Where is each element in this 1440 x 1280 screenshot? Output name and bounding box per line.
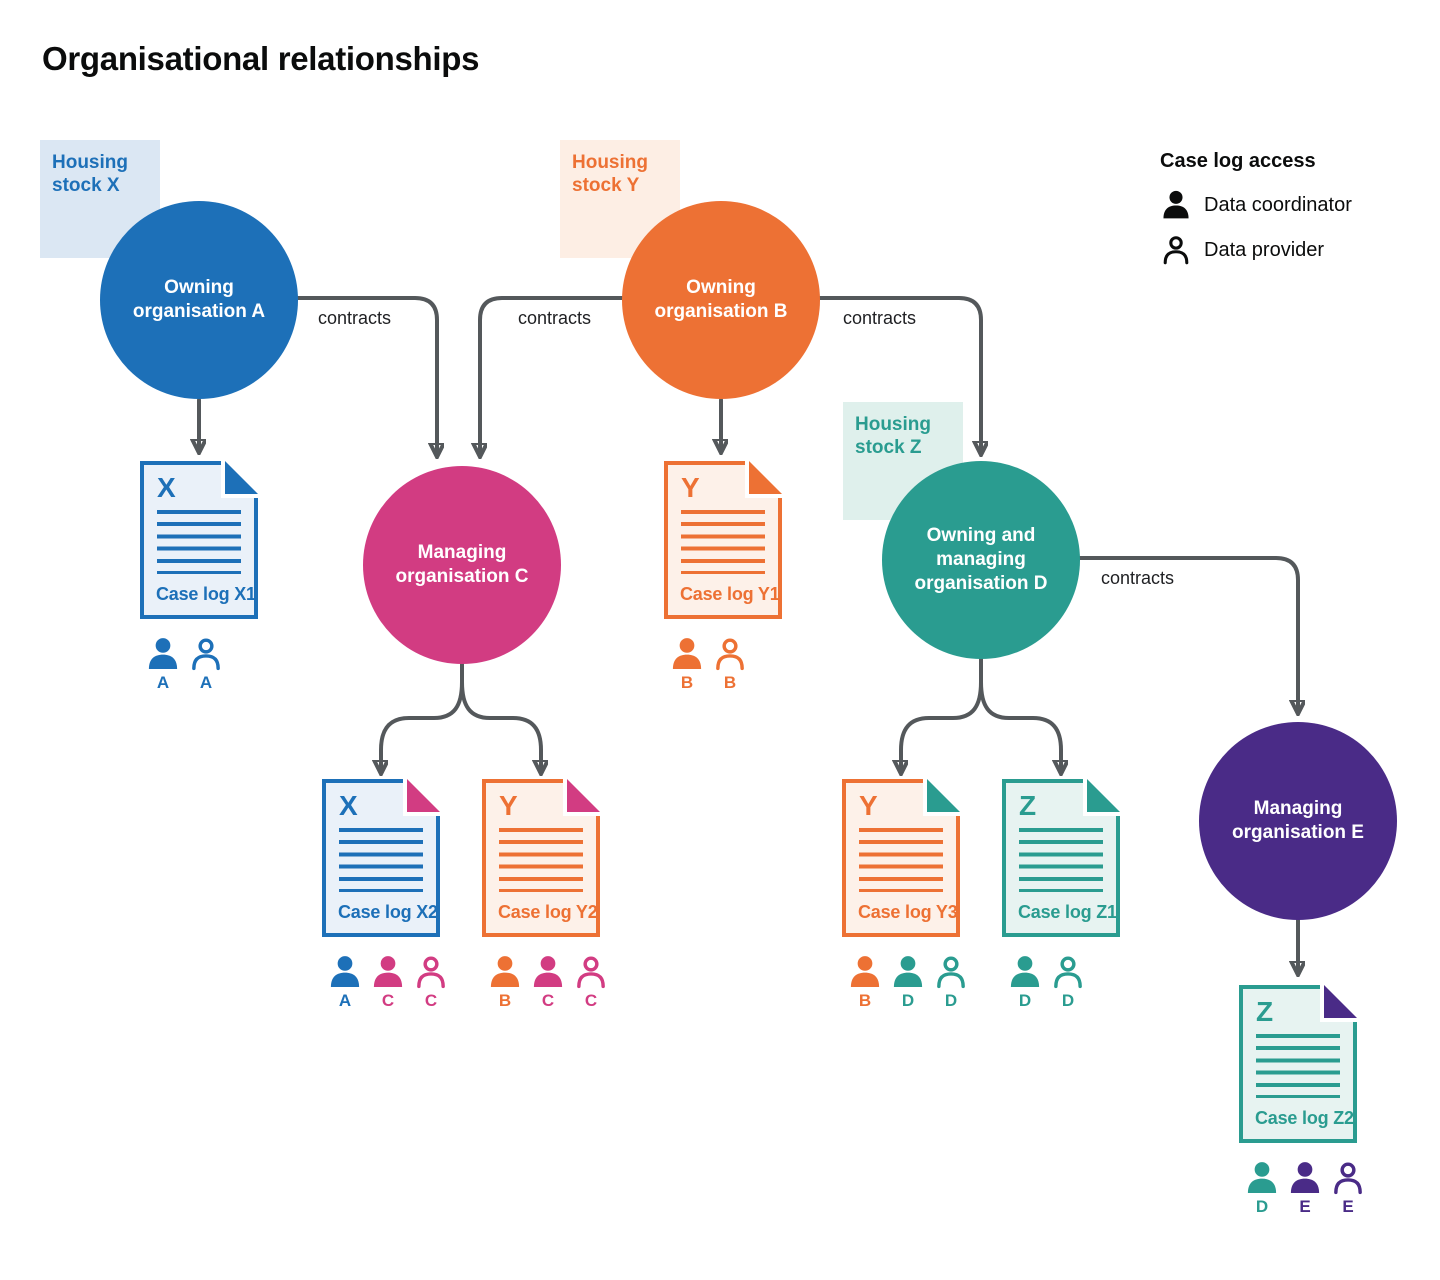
folded-corner-icon [567,779,600,812]
org-circle-owning-b: Owning organisation B [622,201,820,399]
access-letter: E [1299,1197,1311,1216]
doc-label: Case log Y1 [680,584,780,604]
person-outline-icon [1050,954,1086,990]
case-log-access-z2 [1244,1160,1366,1215]
case-log-access-x1 [145,636,224,691]
access-person [1244,1160,1280,1215]
housing-stock-x-label: Housing stock X [40,140,160,258]
case-log-access-y1 [669,636,748,691]
legend-item-label: Data provider [1204,238,1325,261]
doc-label: Case log Z2 [1255,1108,1354,1128]
access-person [327,954,363,1009]
contracts-label-b-c: contracts [518,308,592,328]
access-person [1287,1160,1323,1215]
doc-text-lines [681,510,765,574]
org-circle-owning-a: Owning organisation A [100,201,298,399]
access-letter: A [338,991,352,1010]
access-letter: B [723,673,737,692]
arrow-d-to-z1 [981,659,1061,771]
access-person [712,636,748,691]
person-filled-icon [327,954,363,990]
org-circle-owning-managing-d: Owning and managing organisation D [882,461,1080,659]
housing-stock-z-label: Housing stock Z [843,402,963,520]
access-letter: A [156,673,170,692]
doc-text-lines [1256,1034,1340,1098]
folded-corner-icon [1087,779,1120,812]
doc-text-lines [1019,828,1103,892]
person-filled-icon [530,954,566,990]
page-title: Organisational relationships [42,40,480,77]
person-filled-icon [145,636,181,672]
person-filled-icon [487,954,523,990]
legend-item-data-provider [1160,234,1352,266]
doc-label: Case log Y3 [858,902,958,922]
case-log-doc-y2 [482,779,600,937]
person-outline-icon [933,954,969,990]
doc-letter: X [157,472,176,503]
person-outline-icon [1330,1160,1366,1196]
access-person [413,954,449,1009]
org-circle-managing-e: Managing organisation E [1199,722,1397,920]
contracts-label-a-c: contracts [318,308,392,328]
access-letter: D [1061,991,1075,1010]
access-person [890,954,926,1009]
doc-letter: Y [859,790,878,821]
case-log-access-y3 [847,954,969,1009]
folded-corner-icon [927,779,960,812]
access-person [487,954,523,1009]
access-person [145,636,181,691]
doc-text-lines [859,828,943,892]
contracts-label-d-e: contracts [1101,568,1175,588]
case-log-doc-z1 [1002,779,1120,937]
folded-corner-icon [225,461,258,494]
person-outline-icon [712,636,748,672]
access-person [1007,954,1043,1009]
access-letter: C [424,991,438,1010]
person-filled-icon [1160,189,1192,221]
legend-item-label: Data coordinator [1204,193,1352,216]
person-outline-icon [573,954,609,990]
doc-text-lines [157,510,241,574]
folded-corner-icon [407,779,440,812]
access-letter: B [680,673,694,692]
access-letter: B [498,991,512,1010]
access-person [530,954,566,1009]
folded-corner-icon [749,461,782,494]
case-log-doc-z2 [1239,985,1357,1143]
doc-label: Case log Y2 [498,902,598,922]
doc-text-lines [499,828,583,892]
access-letter: D [1255,1197,1269,1216]
case-log-access-y2 [487,954,609,1009]
person-filled-icon [847,954,883,990]
access-person [573,954,609,1009]
doc-label: Case log Z1 [1018,902,1117,922]
doc-text-lines [339,828,423,892]
case-log-access-z1 [1007,954,1086,1009]
legend-title: Case log access [1160,150,1316,172]
access-person [933,954,969,1009]
access-letter: A [199,673,213,692]
person-filled-icon [1244,1160,1280,1196]
legend [1160,150,1352,279]
person-filled-icon [370,954,406,990]
person-outline-icon [1160,234,1192,266]
access-letter: D [901,991,915,1010]
doc-letter: Y [499,790,518,821]
person-filled-icon [1007,954,1043,990]
doc-letter: Z [1019,790,1037,821]
doc-letter: Y [681,472,700,503]
person-filled-icon [669,636,705,672]
arrow-c-to-x2 [381,664,462,771]
access-person [847,954,883,1009]
arrow-c-to-y2 [462,664,541,771]
access-letter: C [541,991,555,1010]
org-circle-managing-c: Managing organisation C [363,466,561,664]
person-filled-icon [1287,1160,1323,1196]
access-person [370,954,406,1009]
contracts-label-b-d: contracts [843,308,917,328]
access-person [188,636,224,691]
person-outline-icon [188,636,224,672]
folded-corner-icon [1324,985,1357,1018]
access-letter: C [381,991,395,1010]
legend-item-data-coordinator [1160,189,1352,221]
access-letter: D [944,991,958,1010]
access-person [1330,1160,1366,1215]
doc-label: Case log X1 [156,584,256,604]
person-outline-icon [413,954,449,990]
access-person [1050,954,1086,1009]
access-letter: E [1342,1197,1354,1216]
doc-label: Case log X2 [338,902,438,922]
access-person [669,636,705,691]
case-log-doc-x2 [322,779,440,937]
doc-letter: Z [1256,996,1274,1027]
housing-stock-y-label: Housing stock Y [560,140,680,258]
case-log-doc-y1 [664,461,782,619]
case-log-doc-y3 [842,779,960,937]
case-log-access-x2 [327,954,449,1009]
person-filled-icon [890,954,926,990]
access-letter: D [1018,991,1032,1010]
case-log-doc-x1 [140,461,258,619]
access-letter: B [858,991,872,1010]
arrow-d-to-y3 [901,659,981,771]
doc-letter: X [339,790,358,821]
access-letter: C [584,991,598,1010]
